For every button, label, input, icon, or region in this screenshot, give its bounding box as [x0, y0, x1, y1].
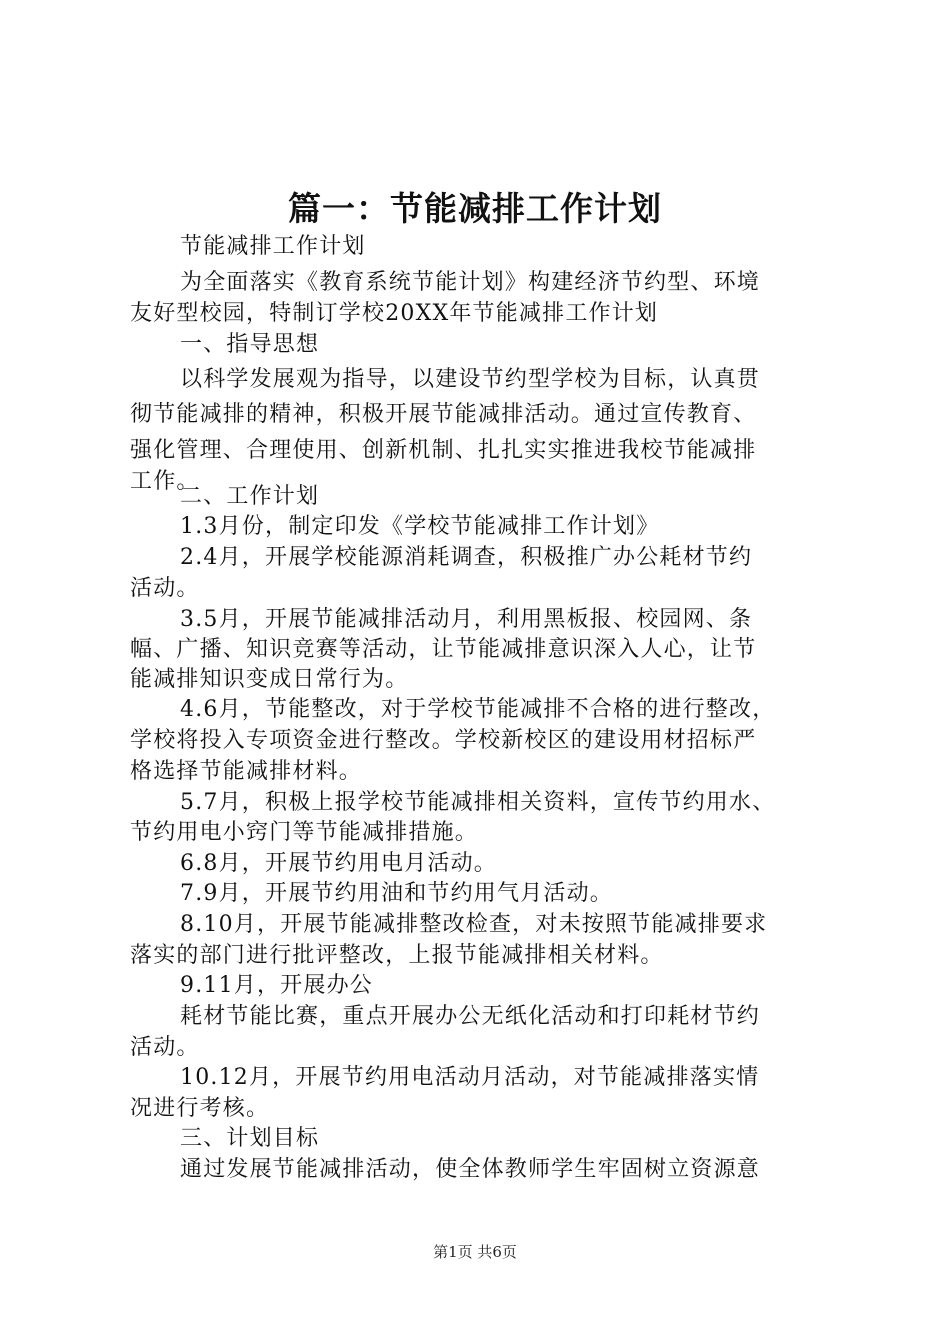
paragraph-line: 能减排知识变成日常行为。: [130, 667, 409, 692]
paragraph-line: 1.3月份，制定印发《学校节能减排工作计划》: [180, 514, 660, 539]
paragraph-line: 耗材节能比赛，重点开展办公无纸化活动和打印耗材节约: [180, 1004, 761, 1029]
paragraph-line: 强化管理、合理使用、创新机制、扎扎实实推进我校节能减排: [130, 438, 757, 463]
paragraph-line: 以科学发展观为指导，以建设节约型学校为目标，认真贯: [180, 367, 761, 392]
paragraph-line: 幅、广播、知识竞赛等活动，让节能减排意识深入人心，让节: [130, 637, 757, 662]
paragraph-line: 活动。: [130, 576, 200, 601]
paragraph-line: 况进行考核。: [130, 1096, 270, 1121]
document-title: 篇一：节能减排工作计划: [288, 189, 662, 228]
paragraph-line: 8.10月，开展节能减排整改检查，对未按照节能减排要求: [180, 912, 768, 937]
paragraph-line: 5.7月，积极上报学校节能减排相关资料，宣传节约用水、: [180, 790, 776, 815]
paragraph-line: 7.9月，开展节约用油和节约用气月活动。: [180, 881, 613, 906]
paragraph-line: 节能减排工作计划: [180, 234, 366, 259]
paragraph-line: 为全面落实《教育系统节能计划》构建经济节约型、环境: [180, 270, 761, 295]
paragraph-line: 落实的部门进行批评整改，上报节能减排相关材料。: [130, 943, 664, 968]
section-heading: 二、工作计划: [180, 484, 320, 509]
paragraph-line: 节约用电小窍门等节能减排措施。: [130, 820, 479, 845]
paragraph-line: 工作。: [130, 469, 200, 494]
section-heading: 三、计划目标: [180, 1126, 320, 1151]
paragraph-line: 活动。: [130, 1035, 200, 1060]
paragraph-line: 2.4月，开展学校能源消耗调查，积极推广办公耗材节约: [180, 545, 753, 570]
paragraph-line: 友好型校园，特制订学校20XX年节能减排工作计划: [130, 301, 659, 326]
paragraph-line: 通过发展节能减排活动，使全体教师学生牢固树立资源意: [180, 1157, 761, 1182]
paragraph-line: 3.5月，开展节能减排活动月，利用黑板报、校园网、条: [180, 607, 753, 632]
paragraph-line: 6.8月，开展节约用电月活动。: [180, 851, 497, 876]
paragraph-line: 彻节能减排的精神，积极开展节能减排活动。通过宣传教育、: [130, 402, 757, 427]
paragraph-line: 学校将投入专项资金进行整改。学校新校区的建设用材招标严: [130, 728, 757, 753]
paragraph-line: 10.12月，开展节约用电活动月活动，对节能减排落实情: [180, 1065, 760, 1090]
paragraph-line: 9.11月，开展办公: [180, 973, 373, 998]
paragraph-line: 4.6月，节能整改，对于学校节能减排不合格的进行整改，: [180, 697, 776, 722]
page-number-footer: 第1页 共6页: [433, 1243, 517, 1261]
paragraph-line: 格选择节能减排材料。: [130, 759, 363, 784]
section-heading: 一、指导思想: [180, 332, 320, 357]
